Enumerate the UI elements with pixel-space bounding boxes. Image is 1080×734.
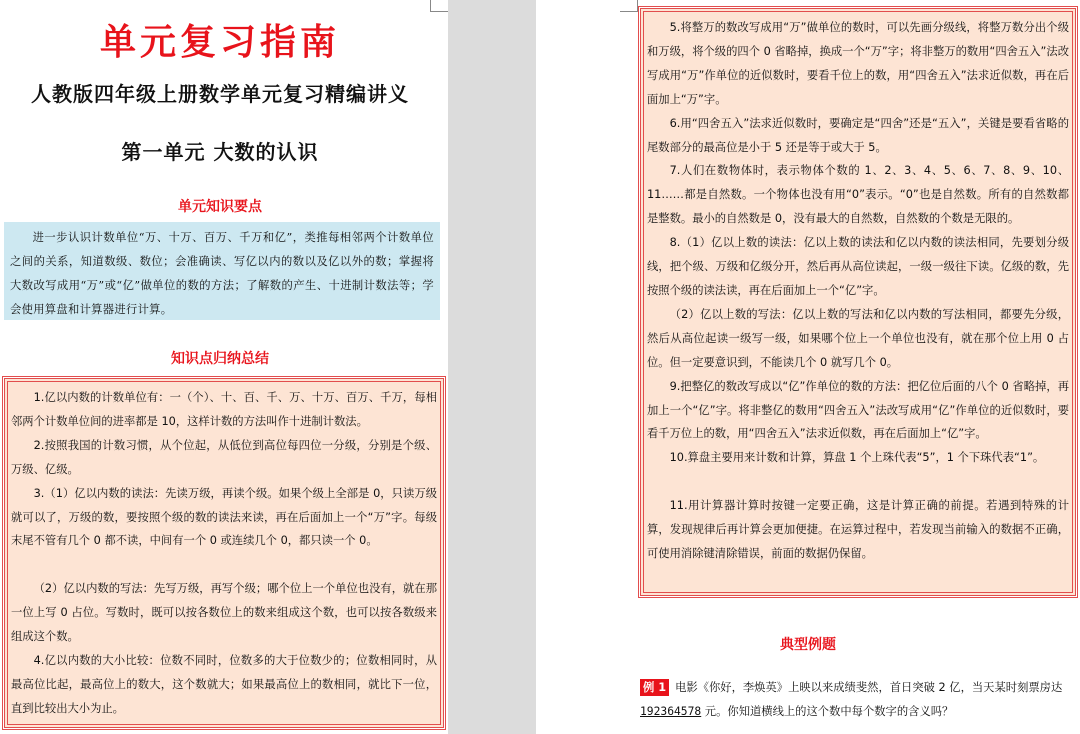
unit-title: 第一单元 大数的认识 xyxy=(121,140,319,164)
summary-item: 9.把整亿的数改写成以“亿”作单位的数的方法：把亿位后面的八个 0 省略掉，再加上一个“亿”字。将非整亿的数用“四舍五入”法改写成用“亿”作单位的近似数时，要看千万位上的数，用“四舍五入”法求近似数，再在后面加上“亿”字。 xyxy=(647,379,1069,441)
crop-mark xyxy=(430,0,448,12)
summary-item: （2）亿以内数的写法：先写万级，再写个级；哪个位上一个单位也没有，就在那一位上写 0 占位。写数时，既可以按各数位上的数来组成这个数，也可以按各数级来组成这个数。 xyxy=(11,582,437,644)
example-underlined-number: 192364578 xyxy=(640,705,702,718)
summary-item: 7.人们在数物体时，表示物体个数的 1、2、3、4、5、6、7、8、9、10、11……都是自然数。一个物体也没有用“0”表示。“0”也是自然数。所有的自然数都是整数。最小的自然数是 0，没有最大的自然数，自然数的个数是无限的。 xyxy=(647,164,1069,226)
summary-item: 5.将整万的数改写成用“万”做单位的数时，可以先画分级线，将整万数分出个级和万级，将个级的四个 0 省略掉，换成一个“万”字；将非整万的数用“四舍五入”法改写成用“万”作单位的近似数时，要看千位上的数，用“四舍五入”法求近似数，再在后面加上“万”字。 xyxy=(647,21,1069,106)
summary-item: 3.（1）亿以内数的读法：先读万级，再读个级。如果个级上全部是 0，只读万级就可以了，万级的数，要按照个级的数的读法来读，再在后面加上一个“万”字。每级末尾不管有几个 0 都不读，中间有一个 0 或连续几个 0，都只读一个 0。 xyxy=(11,486,437,548)
summary-item: 8.（1）亿以上数的读法：亿以上数的读法和亿以内数的读法相同，先要划分级线，把个级、万级和亿级分开，然后再从高位读起，一级一级往下读。亿级的数，先按照个级的读法读，再在后面加上一个“亿”字。 xyxy=(647,236,1069,297)
document-subtitle: 人教版四年级上册数学单元复习精编讲义 xyxy=(31,82,409,106)
summary-item: 11.用计算器计算时按键一定要正确，这是计算正确的前提。若遇到特殊的计算，发现规律后再计算会更加便捷。在运算过程中，若发现当前输入的数据不正确，可使用消除键清除错误，前面的数据仍保留。 xyxy=(647,499,1069,561)
section-heading-summary: 知识点归纳总结 xyxy=(171,351,269,367)
crop-mark xyxy=(620,0,638,12)
summary-box-right xyxy=(640,8,1076,596)
left-page xyxy=(0,0,448,734)
right-page xyxy=(536,0,1080,734)
key-points-text: 进一步认识计数单位“万、十万、百万、千万和亿”，类推每相邻两个计数单位之间的关系，知道数级、数位；会准确读、写亿以内的数以及亿以外的数；掌握将大数改写成用“万”或“亿”做单位的数的方法；了解数的产生、十进制计数法等；学会使用算盘和计算器进行计算。 xyxy=(10,231,434,316)
summary-item: 10.算盘主要用来计数和计算，算盘 1 个上珠代表“5”，1 个下珠代表“1”。 xyxy=(669,451,1045,465)
example-text-before: 电影《你好，李焕英》上映以来成绩斐然，首日突破 2 亿，当天某时刻票房达 xyxy=(675,681,1063,694)
example-text-after: 元。你知道横线上的这个数中每个数字的含义吗？ xyxy=(701,705,954,718)
section-heading-examples: 典型例题 xyxy=(780,637,836,653)
blank-line xyxy=(11,553,437,577)
example-1 xyxy=(640,676,1076,724)
summary-item: 2.按照我国的计数习惯，从个位起，从低位到高位每四位一分级，分别是个级、万级、亿级。 xyxy=(11,438,437,476)
section-heading-key-points: 单元知识要点 xyxy=(178,199,262,215)
summary-item: （2）亿以上数的写法：亿以上数的写法和亿以内数的写法相同，都要先分级，然后从高位起读一级写一级，如果哪个位上一个单位也没有，就在那个位上用 0 占位。但一定要意识到，不能读几个 0 就写几个 0。 xyxy=(647,307,1069,369)
summary-box-left xyxy=(4,378,444,728)
summary-item: 4.亿以内数的大小比较：位数不同时，位数多的大于位数少的；位数相同时，从最高位比起，最高位上的数大，这个数就大；如果最高位上的数相同，就比下一位，直到比较出大小为止。 xyxy=(11,654,437,715)
summary-item: 1.亿以内数的计数单位有：一（个）、十、百、千、万、十万、百万、千万，每相邻两个计数单位间的进率都是 10，这样计数的方法叫作十进制计数法。 xyxy=(11,391,437,428)
example-badge: 例 1 xyxy=(640,679,669,696)
key-points-box xyxy=(4,222,440,320)
summary-item: 6.用“四舍五入”法求近似数时，要确定是“四舍”还是“五入”，关键是要看省略的尾数部分的最高位是小于 5 还是等于或大于 5。 xyxy=(647,116,1069,154)
blank-line xyxy=(647,470,1069,494)
document-title: 单元复习指南 xyxy=(99,22,340,63)
